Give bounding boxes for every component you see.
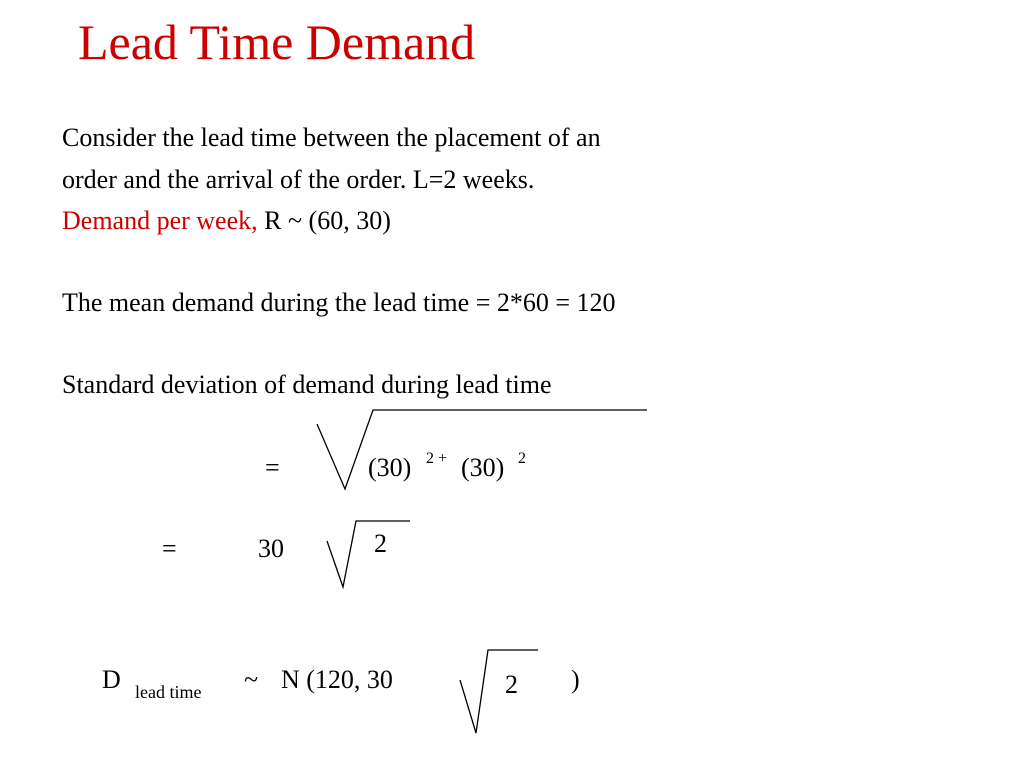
dist-close-paren: )	[571, 665, 580, 694]
dist-tilde: ~	[244, 665, 259, 694]
eq2-radicand: 2	[374, 529, 387, 558]
intro-line-2: order and the arrival of the order. L=2 weeks.	[62, 165, 535, 194]
demand-label: Demand per week,	[62, 206, 258, 235]
slide-title: Lead Time Demand	[78, 14, 476, 70]
eq1-exponent1: 2 +	[426, 450, 448, 467]
dist-radicand: 2	[505, 670, 518, 699]
mean-demand-line: The mean demand during the lead time = 2*60 = 120	[62, 288, 616, 317]
eq2-coefficient: 30	[258, 534, 284, 563]
intro-line-1: Consider the lead time between the placement of an	[62, 123, 601, 152]
dist-prefix: N (120, 30	[281, 665, 393, 694]
radical-sign-eq2	[327, 521, 410, 587]
eq1-exponent2: 2	[518, 450, 526, 467]
eq1-equals: =	[265, 453, 280, 482]
eq2-equals: =	[162, 534, 177, 563]
demand-distribution: R ~ (60, 30)	[257, 206, 391, 235]
intro-line-3	[62, 201, 391, 241]
eq1-term1: (30)	[368, 453, 412, 482]
sd-heading: Standard deviation of demand during lead time	[62, 370, 552, 399]
radical-sign-dist	[460, 650, 538, 733]
dist-symbol: D	[102, 665, 121, 694]
dist-subscript: lead time	[135, 682, 202, 702]
eq1-term2: (30)	[461, 453, 505, 482]
